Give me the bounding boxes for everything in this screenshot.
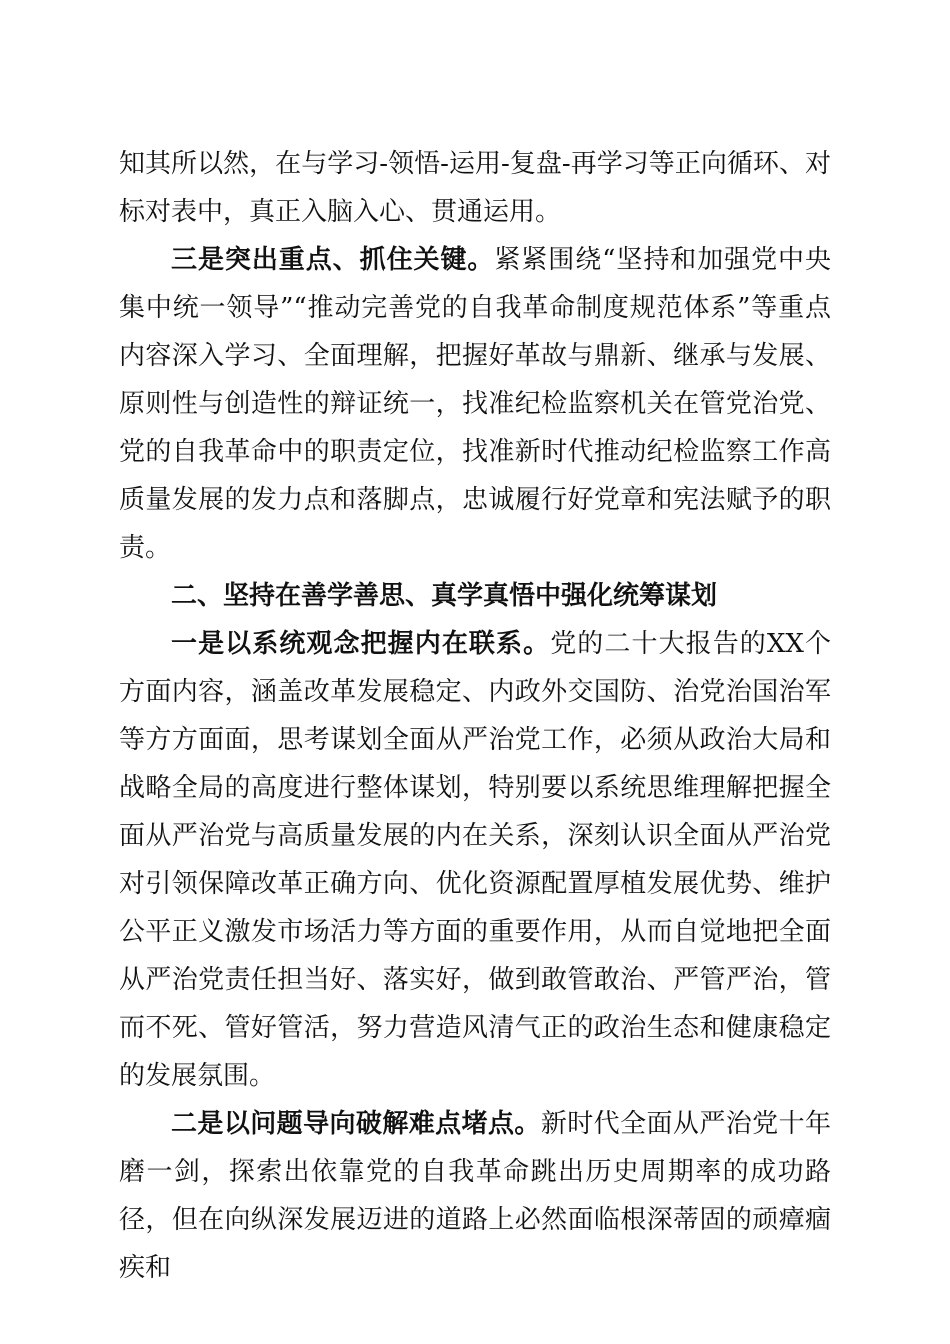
section-heading: 二、坚持在善学善思、真学真悟中强化统筹谋划 [171,581,718,611]
paragraph-text: 新时代全面从严治党十年磨一剑，探索出依靠党的自我革命跳出历史周期率的成功路径，但在向纵深发展迈进的道路上必然面临根深蒂固的顽瘴痼疾和 [119,1109,831,1283]
paragraph-point-three [119,236,831,572]
paragraph-text: 紧紧围绕“坚持和加强党中央集中统一领导”“推动完善党的自我革命制度规范体系”等重点内容深入学习、全面理解，把握好革故与鼎新、继承与发展、原则性与创造性的辩证统一，找准纪检监察机关在管党治党、党的自我革命中的职责定位，找准新时代推动纪检监察工作高质量发展的发力点和落脚点，忠诚履行好党章和宪法赋予的职责。 [119,245,831,563]
paragraph-point-two [119,1100,831,1292]
paragraph-point-one [119,620,831,1100]
paragraph-lead: 一是以系统观念把握内在联系。 [171,629,551,659]
paragraph-lead: 三是突出重点、抓住关键。 [171,245,495,275]
paragraph-text: 党的二十大报告的XX个方面内容，涵盖改革发展稳定、内政外交国防、治党治国治军等方方面面，思考谋划全面从严治党工作，必须从政治大局和战略全局的高度进行整体谋划，特别要以系统思维理解把握全面从严治党与高质量发展的内在关系，深刻认识全面从严治党对引领保障改革正确方向、优化资源配置厚植发展优势、维护公平正义激发市场活力等方面的重要作用，从而自觉地把全面从严治党责任担当好、落实好，做到敢管敢治、严管严治，管而不死、管好管活，努力营造风清气正的政治生态和健康稳定的发展氛围。 [119,629,831,1091]
document-body [119,140,831,1292]
paragraph-continuation [119,140,831,236]
paragraph-lead: 二是以问题导向破解难点堵点。 [171,1109,541,1139]
paragraph-text: 知其所以然，在与学习-领悟-运用-复盘-再学习等正向循环、对标对表中，真正入脑入心、贯通运用。 [119,149,831,227]
